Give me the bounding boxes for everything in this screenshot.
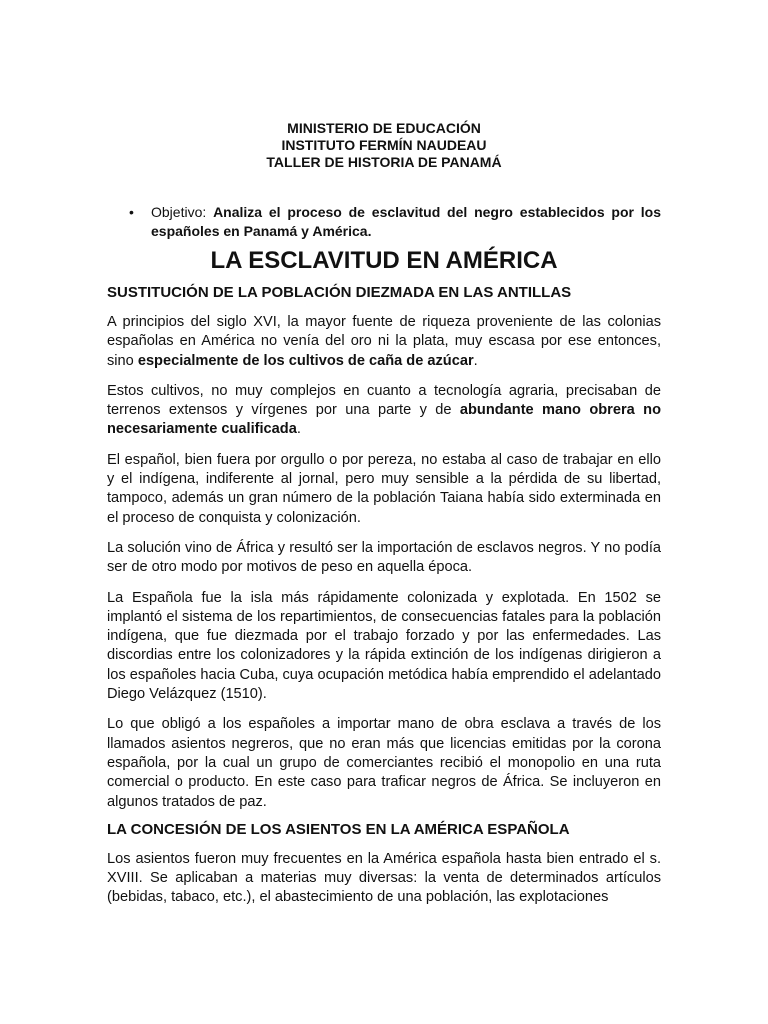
- document-header: [107, 120, 661, 171]
- page-title: LA ESCLAVITUD EN AMÉRICA: [210, 247, 558, 274]
- bullet-icon: •: [129, 204, 134, 220]
- document-page: [107, 120, 661, 908]
- header-workshop: TALLER DE HISTORIA DE PANAMÁ: [266, 154, 502, 170]
- paragraph-text: Estos cultivos, no muy complejos en cuanto a tecnología agraria, precisaban de terrenos extensos y vírgenes por una parte y de: [107, 382, 661, 419]
- header-ministry: MINISTERIO DE EDUCACIÓN: [287, 120, 481, 136]
- paragraph-bold-text: abundante mano obrera no necesariamente cualificada: [107, 402, 661, 438]
- paragraph-1: [107, 313, 661, 371]
- paragraph-2: [107, 382, 661, 440]
- paragraph-text: .: [296, 421, 301, 438]
- header-institute: INSTITUTO FERMÍN NAUDEAU: [281, 137, 487, 153]
- paragraph-bold-text: especialmente de los cultivos de caña de azúcar: [137, 352, 474, 369]
- section-heading-sustitucion: SUSTITUCIÓN DE LA POBLACIÓN DIEZMADA EN LAS ANTILLAS: [107, 284, 572, 301]
- objective-label: Objetivo:: [151, 204, 214, 220]
- paragraph-4: La solución vino de África y resultó ser la importación de esclavos negros. Y no podía ser de otro modo por motivos de peso en aquella época.: [107, 539, 661, 576]
- paragraph-text: .: [473, 352, 478, 369]
- objective-item: [107, 203, 661, 241]
- paragraph-5: La Española fue la isla más rápidamente colonizada y explotada. En 1502 se implantó el sistema de los repartimientos, de consecuencias fatales para la población indígena, que fue diezmada por el trabajo forzado y por las enfermedades. Las discordias entre los colonizadores y la rápida extinción de los indígenas dirigieron a los españoles hacia Cuba, cuya ocupación metódica había emprendido el adelantado Diego Velázquez (1510).: [107, 589, 661, 703]
- paragraph-7: Los asientos fueron muy frecuentes en la América española hasta bien entrado el s. XVIII. Se aplicaban a materias muy diversas: la venta de determinados artículos (bebidas, tabaco, etc.), el abastecimiento de una población, las explotaciones: [107, 850, 661, 906]
- paragraph-text: A principios del siglo XVI, la mayor fuente de riqueza proveniente de las colonias españolas en América no venía del oro ni la plata, muy escasa por ese entonces, sino: [107, 314, 661, 369]
- section-heading-concesion: LA CONCESIÓN DE LOS ASIENTOS EN LA AMÉRICA ESPAÑOLA: [107, 820, 570, 838]
- paragraph-3: El español, bien fuera por orgullo o por pereza, no estaba al caso de trabajar en ello y el indígena, indiferente al jornal, pero muy sensible a la pérdida de su libertad, tampoco, además un gran número de la población Taiana había sido exterminada en el proceso de conquista y colonización.: [107, 451, 661, 526]
- paragraph-6: Lo que obligó a los españoles a importar mano de obra esclava a través de los llamados asientos negreros, que no eran más que licencias emitidas por la corona española, por la cual un grupo de comerciantes recibió el monopolio en una ruta comercial o producto. En este caso para traficar negros de África. Se incluyeron en algunos tratados de paz.: [107, 716, 661, 810]
- objective-text: Analiza el proceso de esclavitud del negro establecidos por los españoles en Panamá y América.: [151, 204, 661, 239]
